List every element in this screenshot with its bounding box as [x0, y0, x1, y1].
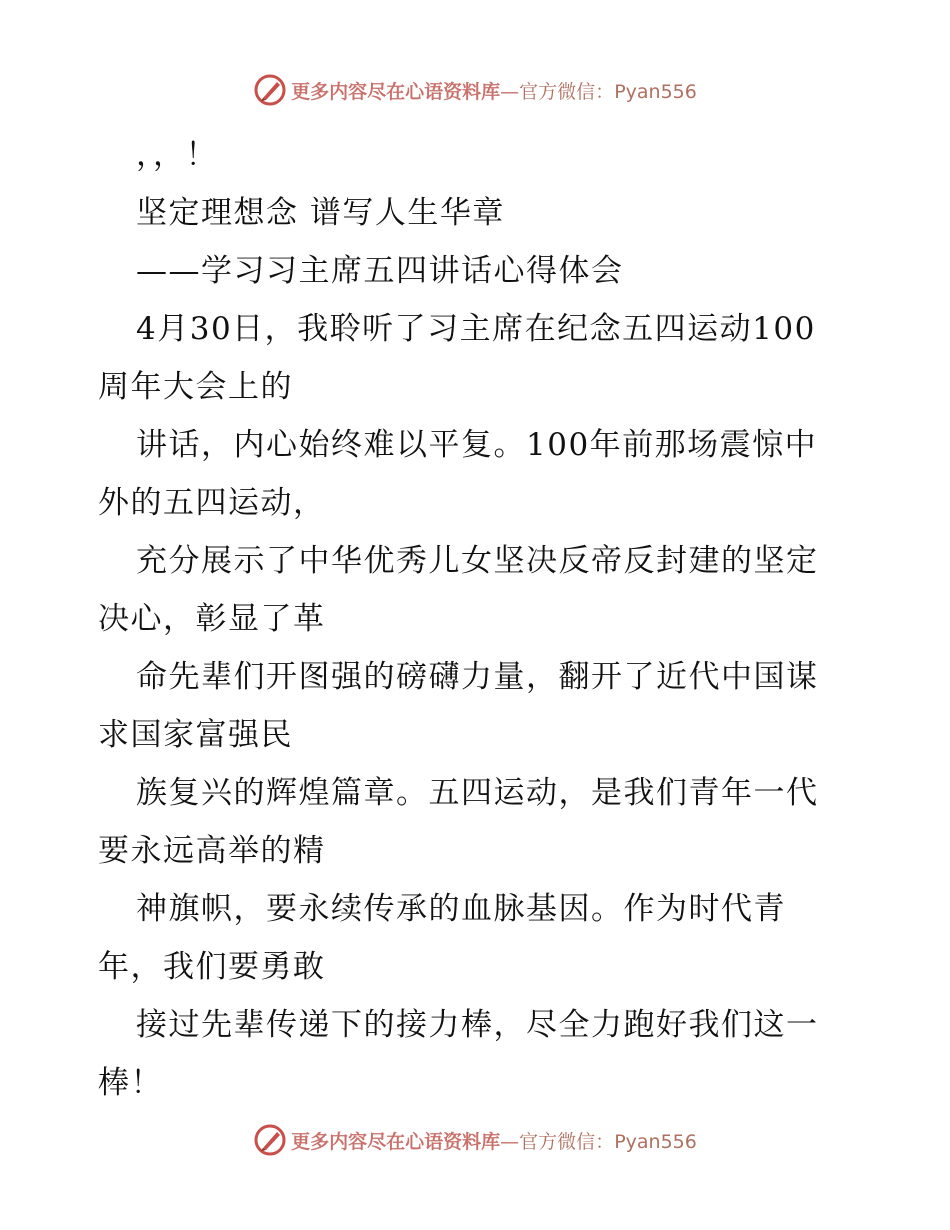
- document-body: [98, 126, 858, 1112]
- banner-separator: —: [500, 80, 520, 103]
- text-line: 棒！: [98, 1065, 163, 1101]
- banner-text: [291, 1127, 697, 1154]
- text-line: 周年大会上的: [98, 369, 293, 405]
- banner-wechat-id: Pyan556: [614, 1130, 697, 1153]
- text-line: 求国家富强民: [98, 717, 293, 753]
- text-line: 决心，彰显了革: [98, 601, 326, 637]
- text-line: 充分展示了中华优秀儿女坚决反帝反封建的坚定: [136, 543, 819, 579]
- text-line: 要永远高举的精: [98, 833, 326, 869]
- text-line: 外的五四运动，: [98, 485, 326, 521]
- header-banner: [0, 70, 950, 110]
- footer-banner: [0, 1120, 950, 1160]
- banner-main-text: 更多内容尽在心语资料库: [291, 80, 501, 103]
- text-line: 命先辈们开图强的磅礴力量，翻开了近代中国谋: [136, 659, 819, 695]
- text-line: 接过先辈传递下的接力棒，尽全力跑好我们这一: [136, 1007, 819, 1043]
- pen-logo-icon: [253, 1123, 287, 1157]
- banner-wechat-id: Pyan556: [614, 80, 697, 103]
- text-line: 讲话，内心始终难以平复。100年前那场震惊中: [136, 427, 818, 463]
- pen-logo-icon: [253, 73, 287, 107]
- document-title: 坚定理想念 谱写人生华章: [136, 195, 505, 231]
- banner-wechat-label: 官方微信：: [519, 1130, 615, 1153]
- banner-separator: —: [500, 1130, 520, 1153]
- text-line: 族复兴的辉煌篇章。五四运动，是我们青年一代: [136, 775, 819, 811]
- document-subtitle: ——学习习主席五四讲话心得体会: [136, 253, 624, 289]
- banner-main-text: 更多内容尽在心语资料库: [291, 1130, 501, 1153]
- text-line: 4月30日，我聆听了习主席在纪念五四运动100: [136, 311, 816, 347]
- text-line: 神旗帜，要永续传承的血脉基因。作为时代青: [136, 891, 786, 927]
- text-line: ，，！: [136, 137, 218, 173]
- text-line: 年，我们要勇敢: [98, 949, 326, 985]
- banner-text: [291, 77, 697, 104]
- banner-wechat-label: 官方微信：: [519, 80, 615, 103]
